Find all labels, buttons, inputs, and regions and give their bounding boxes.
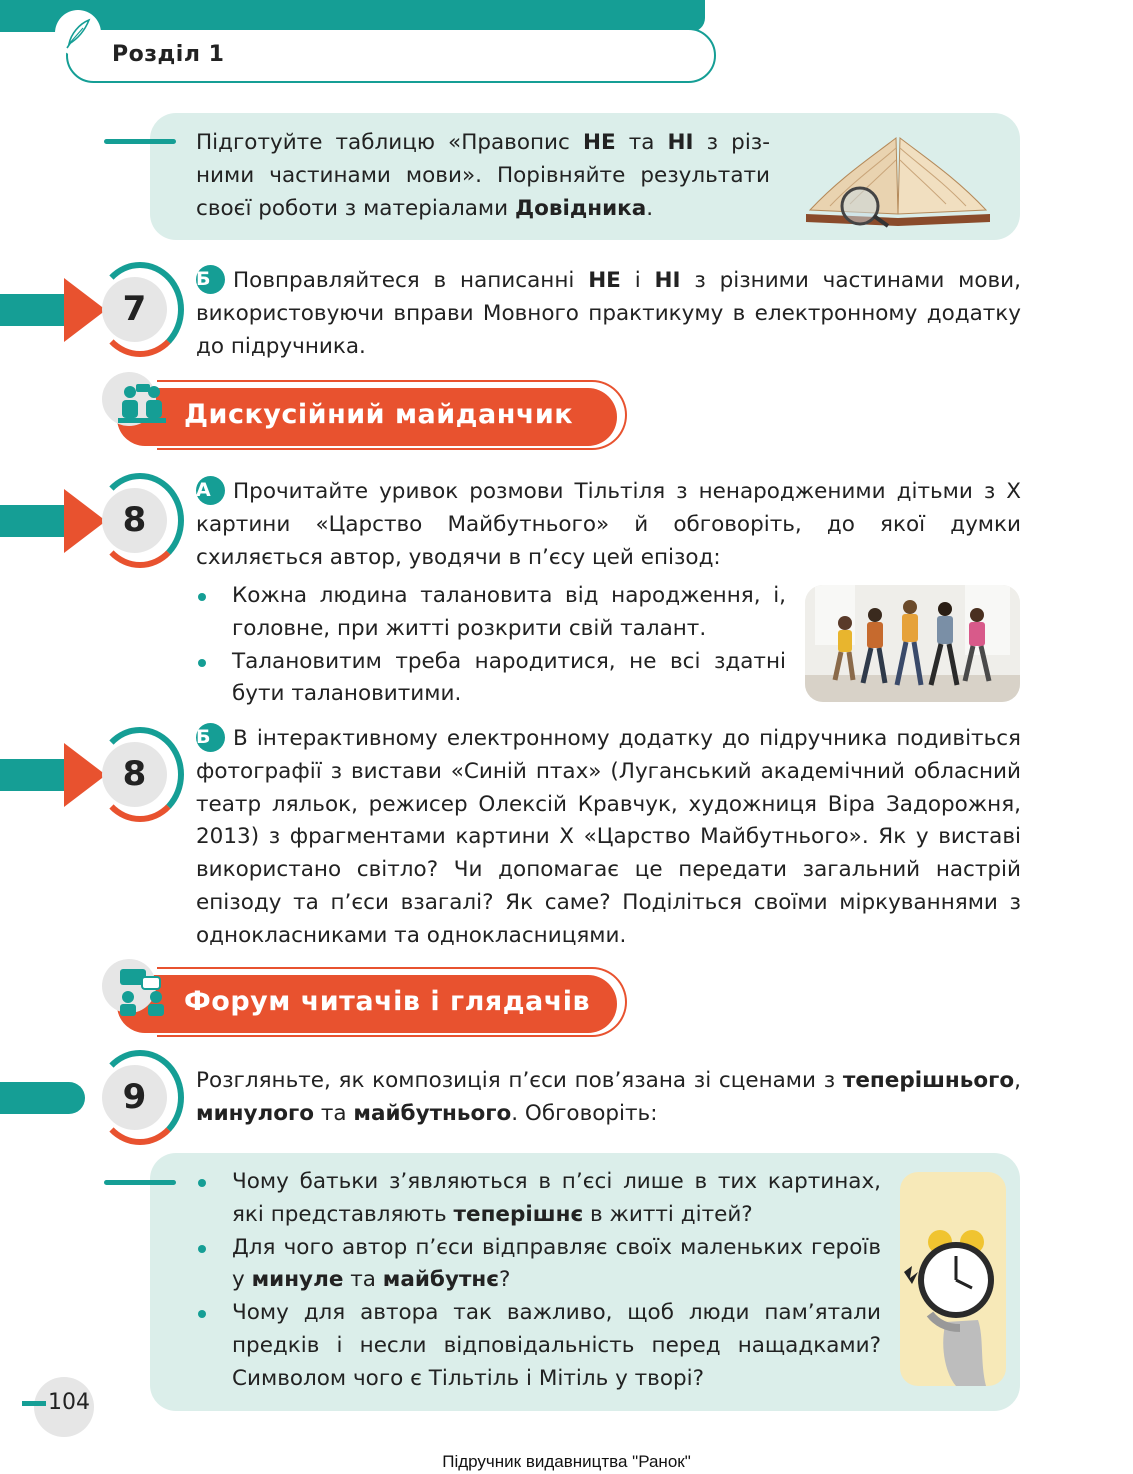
task-marker-8b	[0, 727, 190, 822]
open-book-icon	[800, 118, 996, 230]
task-9-text: Розгляньте, як композиція п’єси пов’язана зі сценами з теперішнього, минулого та майбутнього. Обговоріть:	[196, 1068, 1021, 1126]
task-8a-body: Прочитайте уривок розмови Тільтіля з ненародженими дітьми з X картини «Царство Майбутнього» й обговоріть, до якої думки схиляється автор, уводячи в п’єсу цей епізод:	[196, 479, 1021, 570]
task-8a-bullets	[196, 580, 786, 711]
task-8b-body: В інтерактивному електронному додатку до підручника подивіться фотографії з вистави «Синій птах» (Луганський академічний обласний театр ляльок, режисер Олексій Кравчук, художниця Віра Задорожня, 2013) з фрагментами картини X «Царство Майбутнього». Як у виставі використано світло? Чи допомагає це передати загальний настрій епізоду та п’єси взагалі? Як саме? Поділіться своїми міркуваннями з однокласниками та однокласницями.	[196, 726, 1021, 948]
dancers-photo	[805, 585, 1020, 702]
level-badge: Б	[196, 723, 225, 752]
task-marker-8a	[0, 473, 190, 568]
task-box-connector	[104, 139, 176, 144]
task-number: 8	[102, 742, 167, 807]
page-number: 104	[48, 1390, 90, 1415]
level-badge: А	[196, 476, 225, 505]
task-marker-9	[0, 1050, 190, 1145]
section-title: Розділ 1	[112, 42, 225, 67]
section-title-discussion: Дискусійний майданчик	[184, 399, 574, 430]
task-number: 8	[102, 488, 167, 553]
publisher-footer: Підручник видавництва "Ранок"	[442, 1452, 691, 1471]
question-list	[196, 1166, 881, 1396]
task-7-text	[196, 265, 1021, 363]
task-box-text: Підготуйте таблицю «Правопис НЕ та НІ з різними частинами мови». Порівняйте результати своєї роботи з матеріалами Довідника.	[196, 130, 770, 221]
task-7-body: Повправляйтеся в написанні НЕ і НІ з різними частинами мови, використовуючи вправи Мовного практикуму в електронному додатку до підручника.	[196, 268, 1021, 359]
list-item: Для чого автор п’єси відправляє своїх маленьких героїв у минуле та майбутнє?	[196, 1232, 881, 1298]
section-title-forum: Форум читачів і глядачів	[184, 986, 591, 1017]
task-number: 9	[102, 1065, 167, 1130]
feather-logo-icon	[55, 10, 101, 56]
list-item: Талановитим треба народитися, не всі здатні бути талановитими.	[196, 646, 786, 712]
task-8a-text	[196, 476, 1021, 574]
list-item: Кожна людина талановита від народження, і, головне, при житті розкрити свій талант.	[196, 580, 786, 646]
forum-people-icon	[102, 959, 156, 1013]
task-number: 7	[102, 277, 167, 342]
task-marker-7	[0, 262, 190, 357]
alarm-clock-icon	[900, 1172, 1006, 1386]
page-number-bar	[22, 1401, 46, 1406]
task-8b-text	[196, 723, 1021, 953]
task-box-connector	[104, 1180, 176, 1185]
list-item: Чому батьки з’являються в п’єсі лише в тих картинах, які представляють теперішнє в житті дітей?	[196, 1166, 881, 1232]
discussion-people-icon	[102, 372, 156, 426]
marker-bar	[0, 1082, 85, 1114]
level-badge: Б	[196, 265, 225, 294]
list-item: Чому для автора так важливо, щоб люди пам’ятали предків і несли відповідальність перед нащадками? Символом чого є Тільтіль і Мітіль у творі?	[196, 1297, 881, 1395]
